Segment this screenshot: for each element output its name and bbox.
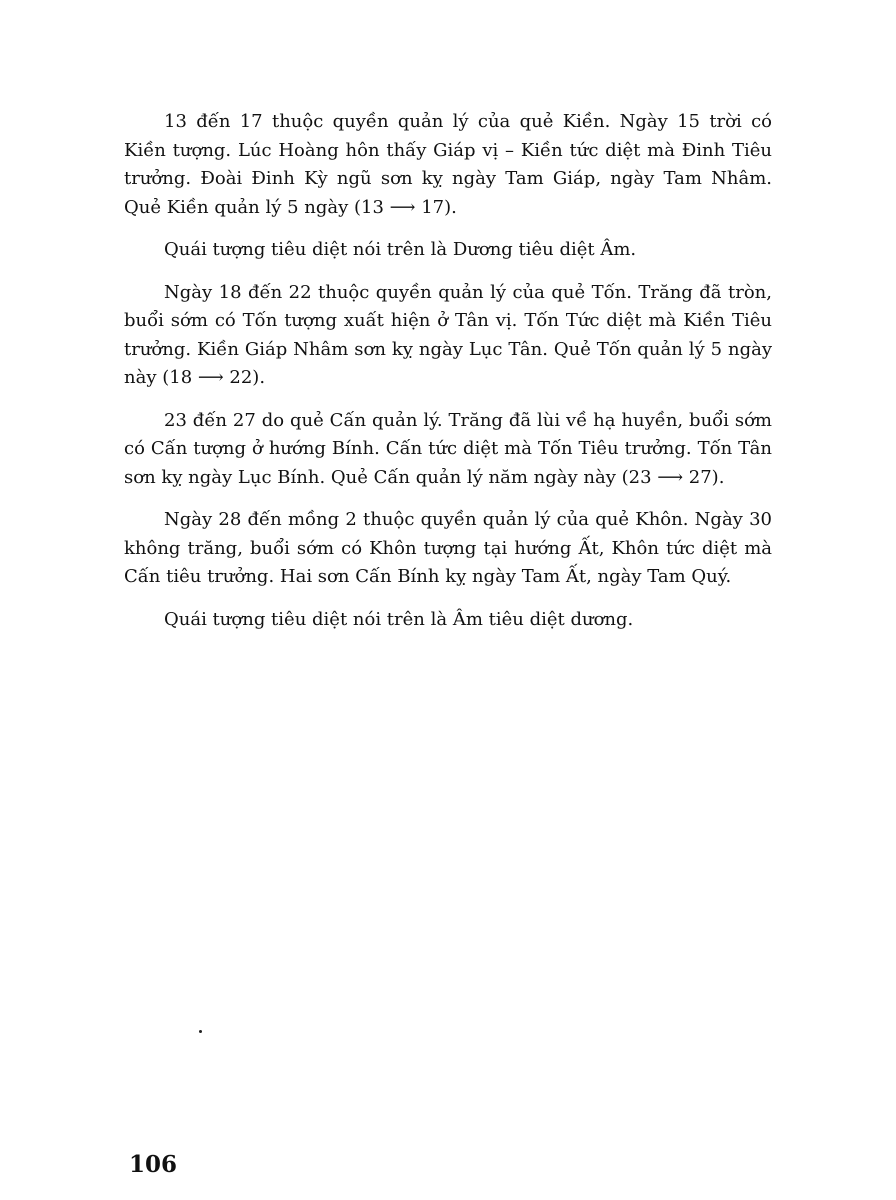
paragraph-khon: Ngày 28 đến mồng 2 thuộc quyền quản lý của quẻ Khôn. Ngày 30 không trăng, buổi sớm có Khôn tượng tại hướng Ất, Khôn tức diệt mà Cấn tiêu trưởng. Hai sơn Cấn Bính kỵ ngày Tam Ất, ngày Tam Quý. bbox=[124, 509, 772, 587]
paragraph-kien: 13 đến 17 thuộc quyền quản lý của quẻ Kiền. Ngày 15 trời có Kiền tượng. Lúc Hoàng hôn thấy Giáp vị – Kiền tức diệt mà Đinh Tiêu trưởng. Đoài Đinh Kỳ ngũ sơn kỵ ngày Tam Giáp, ngày Tam Nhâm. Quẻ Kiền quản lý 5 ngày (13 ⟶ 17). bbox=[124, 111, 772, 218]
body-text bbox=[124, 108, 772, 648]
page-number: 106 bbox=[129, 1151, 178, 1178]
paragraph-ton: Ngày 18 đến 22 thuộc quyền quản lý của quẻ Tốn. Trăng đã tròn, buổi sớm có Tốn tượng xuất hiện ở Tân vị. Tốn Tức diệt mà Kiền Tiêu trưởng. Kiền Giáp Nhâm sơn kỵ ngày Lục Tân. Quẻ Tốn quản lý 5 ngày này (18 ⟶ 22). bbox=[124, 281, 772, 388]
paragraph-duong-tieu-diet-am: Quái tượng tiêu diệt nói trên là Dương tiêu diệt Âm. bbox=[164, 239, 637, 260]
ink-speck bbox=[199, 1030, 202, 1033]
paragraph-can: 23 đến 27 do quẻ Cấn quản lý. Trăng đã lùi về hạ huyền, buổi sớm có Cấn tượng ở hướng Bính. Cấn tức diệt mà Tốn Tiêu trưởng. Tốn Tân sơn kỵ ngày Lục Bính. Quẻ Cấn quản lý năm ngày này (23 ⟶ 27). bbox=[124, 409, 772, 488]
paragraph-am-tieu-diet-duong: Quái tượng tiêu diệt nói trên là Âm tiêu diệt dương. bbox=[164, 608, 634, 630]
